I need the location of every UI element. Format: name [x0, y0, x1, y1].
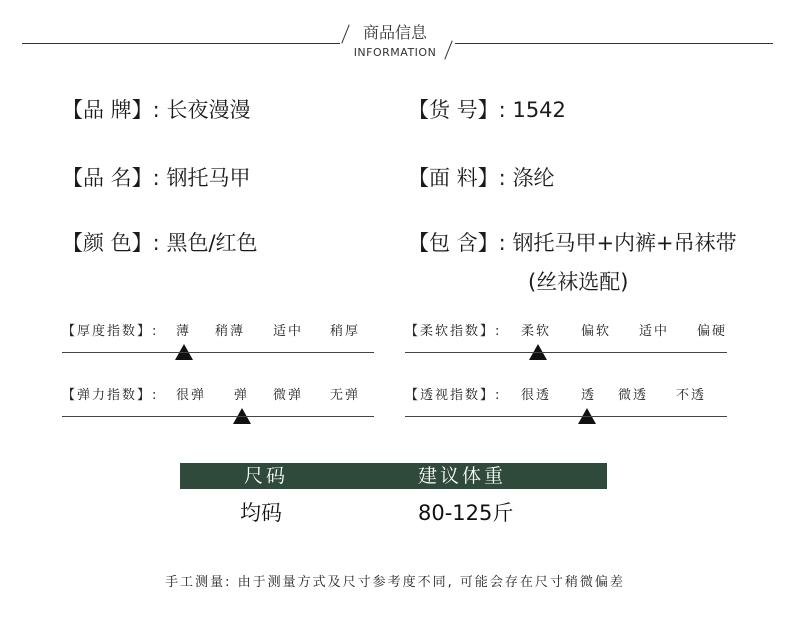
elasticity-option: 弹 [234, 388, 250, 403]
info-fabric [408, 164, 554, 192]
thickness-option: 适中 [273, 324, 304, 339]
section-title: 商品信息 [362, 23, 427, 42]
thickness-option: 薄 [176, 324, 192, 339]
info-contents-label: 【包 含】: [408, 231, 506, 255]
elasticity-option: 无弹 [330, 388, 361, 403]
info-item-no-label: 【货 号】: [408, 98, 506, 122]
weight-cell: 80-125斤 [418, 501, 514, 525]
measurement-note: 手工测量: 由于测量方式及尺寸参考度不同, 可能会存在尺寸稍微偏差 [165, 575, 625, 590]
elasticity-scale-line [62, 416, 374, 417]
info-brand [62, 96, 250, 124]
elasticity-option: 微弹 [273, 388, 304, 403]
info-item-no [408, 96, 566, 124]
header-left-rule [22, 43, 340, 44]
thickness-option: 稍厚 [330, 324, 361, 339]
elasticity-label: 【弹力指数】: [62, 388, 159, 403]
info-fabric-label: 【面 料】: [408, 166, 506, 190]
size-table-header [180, 463, 607, 489]
softness-label: 【柔软指数】: [405, 324, 502, 339]
thickness-option: 稍薄 [215, 324, 246, 339]
softness-scale-line [405, 352, 727, 353]
thickness-index [62, 320, 382, 338]
transparency-scale-line [405, 416, 727, 417]
size-column-header: 尺码 [244, 465, 289, 487]
header-right-rule [455, 43, 773, 44]
transparency-index [405, 384, 735, 402]
softness-option: 柔软 [521, 324, 552, 339]
elasticity-option: 很弹 [176, 388, 207, 403]
thickness-scale-line [62, 352, 374, 353]
info-color-value: 黑色/红色 [166, 231, 258, 255]
elasticity-index [62, 384, 382, 402]
info-brand-value: 长夜漫漫 [166, 98, 251, 122]
info-fabric-value: 涤纶 [512, 166, 555, 190]
info-color [62, 229, 258, 257]
transparency-label: 【透视指数】: [405, 388, 502, 403]
info-contents [408, 229, 737, 257]
size-cell: 均码 [240, 501, 282, 525]
softness-index [405, 320, 735, 338]
info-contents-value: 钢托马甲+内裤+吊袜带 [512, 231, 737, 255]
info-name-label: 【品 名】: [62, 166, 160, 190]
weight-column-header: 建议体重 [418, 465, 507, 487]
transparency-option: 很透 [521, 388, 552, 403]
info-name [62, 164, 250, 192]
info-color-label: 【颜 色】: [62, 231, 160, 255]
softness-option: 偏软 [581, 324, 612, 339]
section-subtitle: INFORMATION [353, 46, 437, 59]
transparency-option: 微透 [618, 388, 649, 403]
info-brand-label: 【品 牌】: [62, 98, 160, 122]
transparency-option: 透 [581, 388, 597, 403]
info-name-value: 钢托马甲 [166, 166, 251, 190]
info-item-no-value: 1542 [512, 98, 566, 122]
softness-option: 适中 [639, 324, 670, 339]
thickness-label: 【厚度指数】: [62, 324, 159, 339]
info-contents-optional: (丝袜选配) [528, 270, 629, 294]
transparency-option: 不透 [676, 388, 707, 403]
softness-option: 偏硬 [697, 324, 728, 339]
